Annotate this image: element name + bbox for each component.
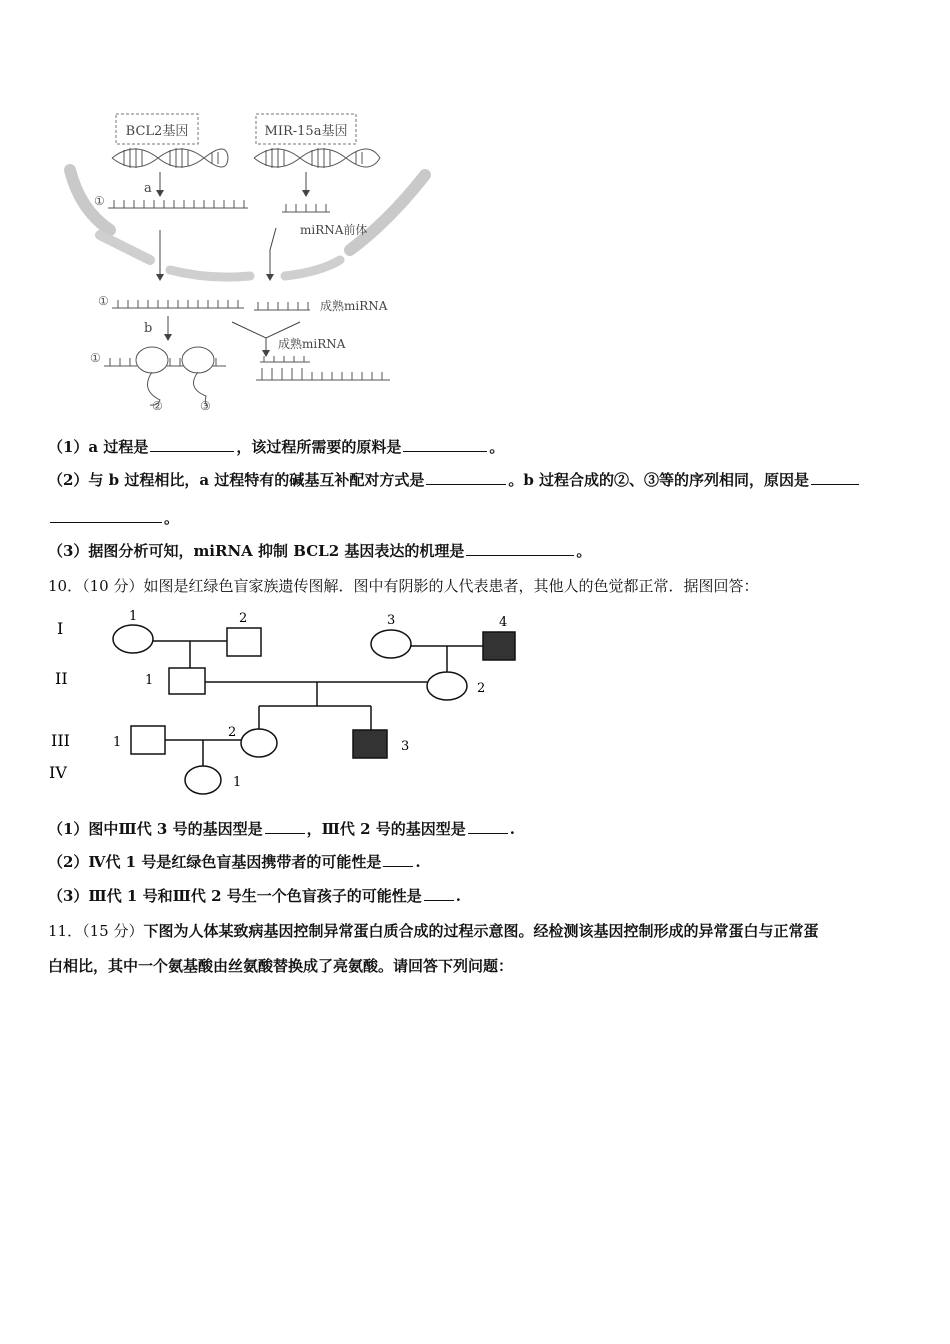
q9-part2: （2）与 b 过程相比，a 过程特有的碱基互补配对方式是 。b 过程合成的②、③等的序列相同，原因是	[48, 469, 861, 490]
pedigree-I3-female	[371, 630, 411, 658]
pedigree-chart	[45, 606, 545, 806]
peptide-3-label: ③	[200, 399, 211, 413]
pedigree-II2-female	[427, 672, 467, 700]
mirna-diagram	[40, 100, 440, 420]
pedigree-number: 1	[113, 735, 122, 750]
mrna-marker-1: ①	[94, 194, 105, 208]
pedigree-number: 1	[145, 673, 154, 688]
answer-blank[interactable]	[466, 541, 574, 556]
pedigree-number: 3	[387, 613, 396, 628]
answer-blank[interactable]	[424, 886, 454, 901]
process-b-label: b	[144, 321, 153, 336]
q11-stem-line1: 11．（15 分）下图为人体某致病基因控制异常蛋白质合成的过程示意图。经检测该基因控制形成的异常蛋白与正常蛋	[48, 922, 819, 940]
q10-part3: （3）Ⅲ代 1 号和Ⅲ代 2 号生一个色盲孩子的可能性是 .	[48, 887, 461, 905]
pedigree-III3-male-affected	[353, 730, 387, 758]
pedigree-III1-male	[131, 726, 165, 754]
q9-part3: （3）据图分析可知，miRNA 抑制 BCL2 基因表达的机理是 。	[48, 542, 592, 560]
pedigree-number: 3	[401, 739, 410, 754]
pedigree-number: 1	[129, 609, 138, 624]
answer-blank[interactable]	[383, 852, 413, 867]
mirna-precursor-strand	[282, 204, 330, 212]
generation-label-I: I	[57, 619, 64, 638]
mature-mirna-strand-1	[254, 302, 310, 310]
generation-label-II: II	[55, 669, 68, 688]
pedigree-number: 2	[228, 725, 237, 740]
answer-blank[interactable]	[403, 437, 487, 452]
pedigree-II1-male	[169, 668, 205, 694]
q10-part1: （1）图中Ⅲ代 3 号的基因型是 ，Ⅲ代 2 号的基因型是 .	[48, 820, 515, 838]
mrna-strand-1	[108, 200, 248, 208]
process-a-label: a	[144, 181, 152, 196]
q10-stem: 10．（10 分）如图是红绿色盲家族遗传图解．图中有阴影的人代表患者，其他人的色觉都正常．据图回答：	[48, 577, 759, 595]
mir15a-gene-label: MIR-15a基因	[264, 124, 348, 139]
q9-part2-cont: 。	[48, 507, 179, 528]
ribosome-2	[182, 347, 214, 373]
answer-blank[interactable]	[468, 819, 508, 834]
mature-mirna-label-1: 成熟miRNA	[320, 299, 388, 313]
pedigree-number: 1	[233, 775, 242, 790]
mrna-strand-2	[112, 300, 244, 308]
answer-blank[interactable]	[150, 437, 234, 452]
answer-blank[interactable]	[811, 470, 859, 485]
mrna-marker-3: ①	[90, 351, 101, 365]
answer-blank[interactable]	[265, 819, 305, 834]
mrna-marker-2: ①	[98, 294, 109, 308]
q9-part1: （1）a 过程是 ，该过程所需要的原料是 。	[48, 438, 505, 456]
pedigree-I4-male-affected	[483, 632, 515, 660]
q11-stem-line2: 白相比，其中一个氨基酸由丝氨酸替换成了亮氨酸。请回答下列问题：	[48, 957, 514, 975]
generation-label-IV: IV	[49, 763, 67, 782]
pedigree-I2-male	[227, 628, 261, 656]
dna-helix-bcl2	[112, 148, 228, 168]
pedigree-number: 2	[477, 681, 486, 696]
pedigree-number: 4	[499, 615, 508, 630]
generation-label-III: III	[51, 731, 70, 750]
pedigree-IV1-female	[185, 766, 221, 794]
pedigree-III2-female	[241, 729, 277, 757]
dna-helix-mir15a	[254, 148, 380, 168]
ribosome-1	[136, 347, 168, 373]
bcl2-gene-label: BCL2基因	[125, 124, 189, 139]
q10-part2: （2）Ⅳ代 1 号是红绿色盲基因携带者的可能性是 .	[48, 853, 421, 871]
answer-blank[interactable]	[50, 508, 162, 523]
peptide-2-label: ②	[152, 399, 163, 413]
pedigree-I1-female	[113, 625, 153, 653]
pedigree-number: 2	[239, 611, 248, 626]
answer-blank[interactable]	[426, 470, 506, 485]
mature-mirna-label-2: 成熟miRNA	[278, 337, 346, 351]
mirna-binding-complex	[256, 356, 390, 380]
mirna-precursor-label: miRNA前体	[300, 223, 368, 237]
